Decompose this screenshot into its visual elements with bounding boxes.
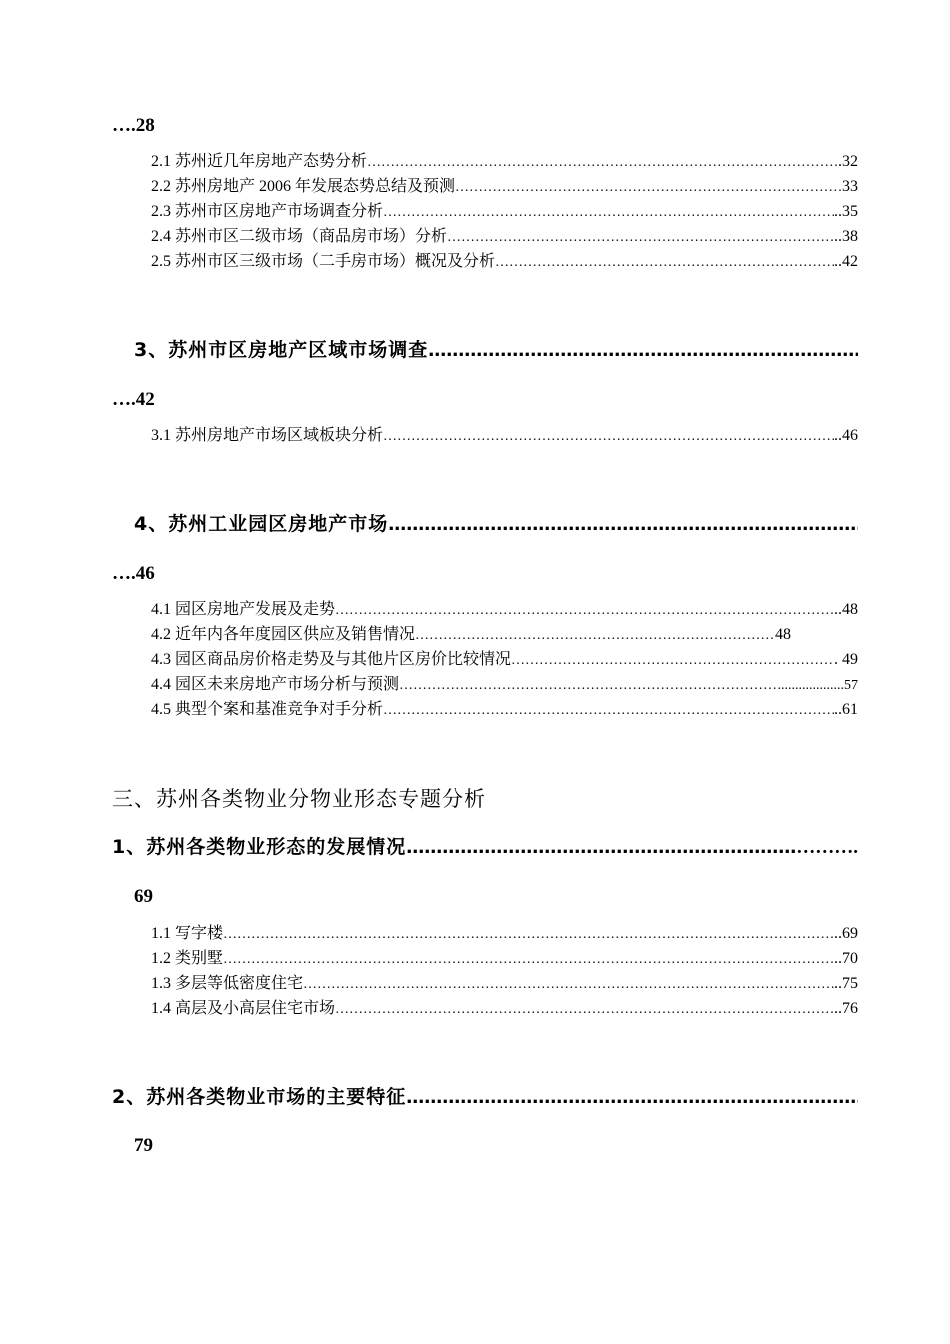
toc-entry-page: ..61: [834, 701, 858, 718]
toc-entry-2-5[interactable]: [151, 251, 858, 273]
leader-dots: [495, 252, 834, 273]
leader-dots: [223, 924, 834, 945]
toc-entry-page: ..75: [834, 975, 858, 992]
leader-dots: [399, 675, 781, 696]
leader-dots: [223, 949, 834, 970]
toc-entry-4-3[interactable]: [151, 649, 858, 671]
toc-entry-1-2[interactable]: [151, 948, 858, 970]
toc-entry-title: 4.3 园区商品房价格走势及与其他片区房价比较情况: [151, 651, 512, 668]
toc-entry-4-4[interactable]: [151, 674, 858, 696]
toc-entry-page: ..69: [834, 925, 858, 942]
leader-dots: [447, 227, 834, 248]
toc-entry-page: ..76: [834, 1000, 858, 1017]
toc-entry-page: ..38: [834, 228, 858, 245]
toc-heading-3[interactable]: [134, 336, 858, 364]
toc-entry-1-1[interactable]: [151, 923, 858, 945]
toc-continuation-28: ….28: [112, 115, 155, 136]
toc-section-3[interactable]: 三、苏州各类物业分物业形态专题分析: [112, 787, 486, 811]
leader-dots: [388, 511, 858, 538]
toc-entry-title: 2.4 苏州市区二级市场（商品房市场）分析: [151, 228, 448, 245]
toc-entry-title: 1.3 多层等低密度住宅: [151, 975, 304, 992]
toc-entry-page: 33: [842, 178, 858, 195]
toc-heading-title: 2、苏州各类物业市场的主要特征: [112, 1086, 407, 1108]
leader-dots: [367, 152, 838, 173]
leader-tail: ……….: [796, 837, 858, 858]
toc-heading-title: 4、苏州工业园区房地产市场: [134, 513, 389, 535]
toc-entry-title: 4.1 园区房地产发展及走势: [151, 601, 336, 618]
toc-entry-2-4[interactable]: [151, 226, 858, 248]
toc-entry-title: 4.4 园区未来房地产市场分析与预测: [151, 676, 400, 693]
toc-heading-title: 3、苏州市区房地产区域市场调查: [134, 339, 429, 361]
toc-entry-title: 2.2 苏州房地产 2006 年发展态势总结及预测: [151, 178, 456, 195]
toc-entry-page: 48: [775, 626, 791, 643]
toc-entry-title: 2.3 苏州市区房地产市场调查分析: [151, 203, 384, 220]
toc-heading-title: 1、苏州各类物业形态的发展情况: [112, 836, 407, 858]
toc-entry-1-4[interactable]: [151, 998, 858, 1020]
toc-entry-page: ..70: [834, 950, 858, 967]
toc-entry-1-3[interactable]: [151, 973, 858, 995]
toc-entry-page: ..46: [834, 427, 858, 444]
leader-dots: [428, 337, 858, 364]
toc-entry-title: 1.4 高层及小高层住宅市场: [151, 1000, 336, 1017]
toc-heading-2[interactable]: [112, 1083, 858, 1111]
toc-entry-2-1[interactable]: [151, 151, 858, 173]
toc-entry-title: 3.1 苏州房地产市场区域板块分析: [151, 427, 384, 444]
toc-heading-1[interactable]: [112, 833, 858, 861]
toc-entry-4-2[interactable]: [151, 624, 791, 646]
leader-dots: [383, 700, 834, 721]
toc-entry-title: 2.1 苏州近几年房地产态势分析: [151, 153, 368, 170]
toc-entry-page: . 49: [834, 651, 858, 668]
toc-entry-page: ..................57: [781, 678, 858, 693]
leader-dots: [383, 202, 834, 223]
toc-entry-title: 4.5 典型个案和基准竞争对手分析: [151, 701, 384, 718]
leader-dots: [335, 999, 834, 1020]
leader-dots: [406, 1084, 858, 1111]
toc-continuation-79: 79: [134, 1135, 153, 1156]
leader-dots: [415, 625, 775, 646]
toc-entry-2-3[interactable]: [151, 201, 858, 223]
leader-dots: [406, 834, 796, 861]
leader-dots: [303, 974, 834, 995]
leader-dots: [511, 650, 834, 671]
toc-entry-page: ..48: [834, 601, 858, 618]
toc-entry-page: .32: [838, 153, 858, 170]
leader-dots: [383, 426, 834, 447]
toc-entry-title: 1.2 类别墅: [151, 950, 224, 967]
toc-entry-4-5[interactable]: [151, 699, 858, 721]
toc-continuation-46: ….46: [112, 563, 155, 584]
toc-entry-2-2[interactable]: [151, 176, 858, 198]
leader-dots: [335, 600, 834, 621]
toc-entry-page: ..35: [834, 203, 858, 220]
toc-entry-title: 4.2 近年内各年度园区供应及销售情况: [151, 626, 416, 643]
toc-entry-title: 1.1 写字楼: [151, 925, 224, 942]
toc-entry-3-1[interactable]: [151, 425, 858, 447]
toc-continuation-42: ….42: [112, 389, 155, 410]
toc-entry-page: ..42: [834, 253, 858, 270]
toc-entry-title: 2.5 苏州市区三级市场（二手房市场）概况及分析: [151, 253, 496, 270]
toc-heading-4[interactable]: [134, 510, 858, 538]
toc-entry-4-1[interactable]: [151, 599, 858, 621]
leader-dots: [455, 177, 842, 198]
toc-continuation-69: 69: [134, 886, 153, 907]
